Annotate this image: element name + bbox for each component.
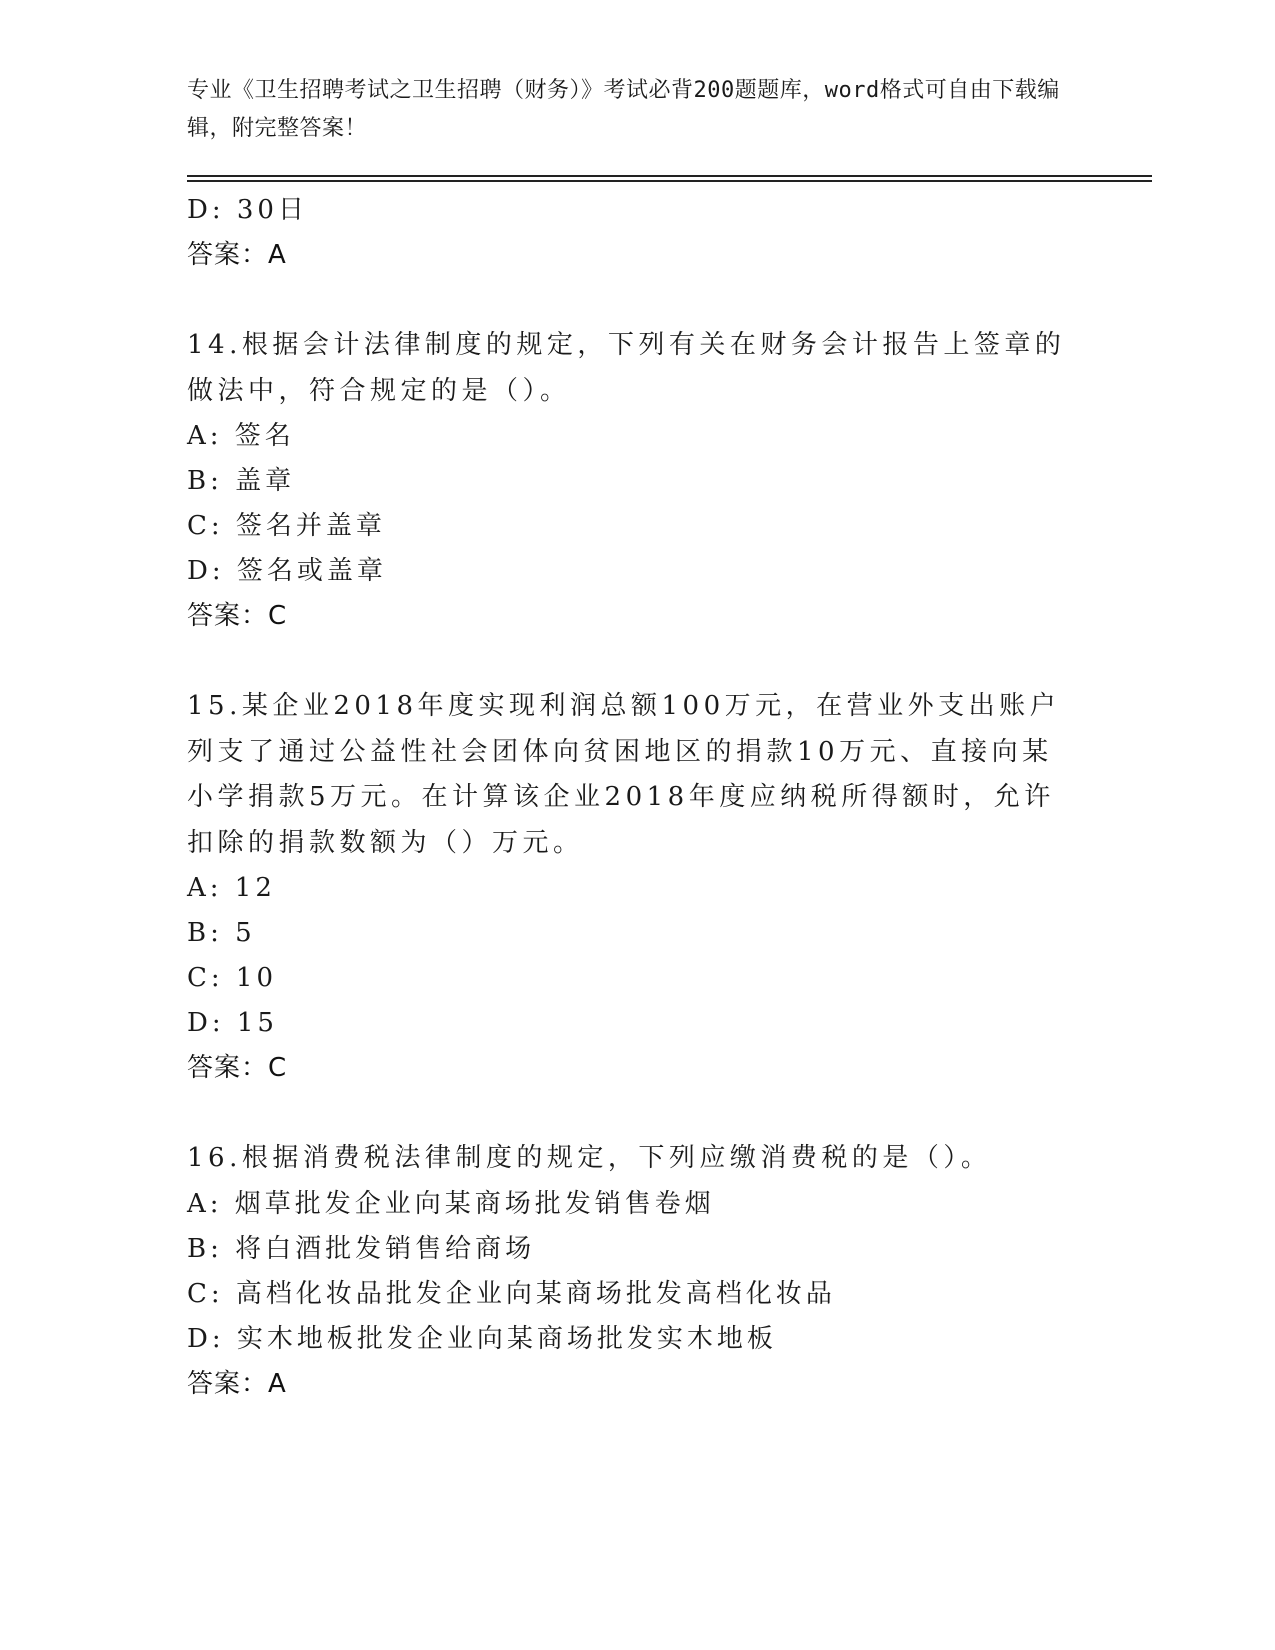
question-list bbox=[187, 188, 1087, 1407]
header-divider-bottom bbox=[187, 180, 1152, 182]
answer: 答案：C bbox=[187, 601, 288, 631]
header-divider-top bbox=[187, 175, 1152, 177]
option-b: B: 将白酒批发销售给商场 bbox=[187, 1233, 536, 1264]
option-d: D: 实木地板批发企业向某商场批发实木地板 bbox=[187, 1323, 777, 1354]
question-16 bbox=[187, 1136, 1087, 1407]
option-c: C: 签名并盖章 bbox=[187, 511, 386, 541]
question-15 bbox=[187, 684, 1087, 1091]
option-b: B: 盖章 bbox=[187, 466, 296, 496]
document-header: 专业《卫生招聘考试之卫生招聘（财务）》考试必背200题题库，word格式可自由下载编辑，附完整答案！ bbox=[187, 78, 1060, 141]
option-b: B: 5 bbox=[187, 918, 256, 948]
option-d: D: 30日 bbox=[187, 195, 308, 225]
question-stem: 16.根据消费税法律制度的规定，下列应缴消费税的是（）。 bbox=[187, 1143, 992, 1173]
question-14 bbox=[187, 323, 1087, 639]
option-a: A: 烟草批发企业向某商场批发销售卷烟 bbox=[187, 1188, 715, 1219]
option-d: D: 签名或盖章 bbox=[187, 556, 387, 586]
spacer bbox=[187, 639, 1087, 684]
option-c: C: 10 bbox=[187, 963, 278, 993]
spacer bbox=[187, 278, 1087, 323]
question-stem: 15.某企业2018年度实现利润总额100万元，在营业外支出账户列支了通过公益性社会团体向贫困地区的捐款10万元、直接向某小学捐款5万元。在计算该企业2018年度应纳税所得额时，允许扣除的捐款数额为（）万元。 bbox=[187, 691, 1061, 858]
option-a: A: 12 bbox=[187, 873, 276, 903]
option-c: C: 高档化妆品批发企业向某商场批发高档化妆品 bbox=[187, 1278, 836, 1309]
spacer bbox=[187, 1091, 1087, 1136]
option-a: A: 签名 bbox=[187, 421, 295, 451]
option-d: D: 15 bbox=[187, 1008, 278, 1038]
answer: 答案：A bbox=[187, 240, 287, 270]
answer: 答案：C bbox=[187, 1053, 288, 1083]
question-stem: 14.根据会计法律制度的规定，下列有关在财务会计报告上签章的做法中，符合规定的是（）。 bbox=[187, 330, 1066, 406]
answer: 答案：A bbox=[187, 1368, 287, 1399]
